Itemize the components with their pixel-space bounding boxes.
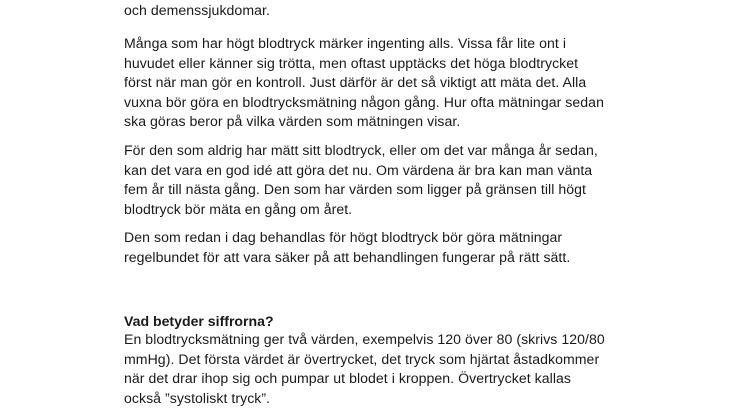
text-line: regelbundet för att vara säker på att behandlingen fungerar på rätt sätt. <box>124 248 571 265</box>
paragraph-numbers-explained <box>124 330 664 408</box>
text-line: blodtryck bör mäta en gång om året. <box>124 200 353 217</box>
text-line: För den som aldrig har mätt sitt blodtryck, eller om det var många år sedan, <box>124 142 598 158</box>
text-line: när det drar ihop sig och pumpar ut blodet i kroppen. Övertrycket kallas <box>124 370 571 386</box>
paragraph-measure-advice <box>124 141 664 219</box>
paragraph-symptoms <box>124 34 664 132</box>
text-line: kan det vara en god idé att göra det nu. Om värdena är bra kan man vänta <box>124 161 593 178</box>
section-heading: Vad betyder siffrorna? <box>124 313 274 329</box>
text-line: Många som har högt blodtryck märker ingenting alls. Vissa får lite ont i <box>124 35 567 51</box>
text-line: ska göras beror på vilka värden som mätningen visar. <box>124 113 461 129</box>
text-line: fem år till nästa gång. Den som har värden som ligger på gränsen till högt <box>124 181 586 197</box>
text-line: vuxna bör göra en blodtrycksmätning någon gång. Hur ofta mätningar sedan <box>124 93 604 110</box>
paragraph-fragment: och demenssjukdomar. <box>124 2 270 18</box>
text-line: huvudet eller känner sig trötta, men oftast upptäcks det höga blodtrycket <box>124 54 579 71</box>
text-line: En blodtrycksmätning ger två värden, exempelvis 120 över 80 (skrivs 120/80 <box>124 331 605 347</box>
text-line: också ”systoliskt tryck”. <box>124 389 271 406</box>
paragraph-treatment <box>124 228 664 267</box>
text-line: Den som redan i dag behandlas för högt blodtryck bör göra mätningar <box>124 229 563 245</box>
text-line: först när man gör en kontroll. Just därför är det så viktigt att mäta det. Alla <box>124 74 587 90</box>
text-line: mmHg). Det första värdet är övertrycket, det tryck som hjärtat åstadkommer <box>124 350 600 367</box>
